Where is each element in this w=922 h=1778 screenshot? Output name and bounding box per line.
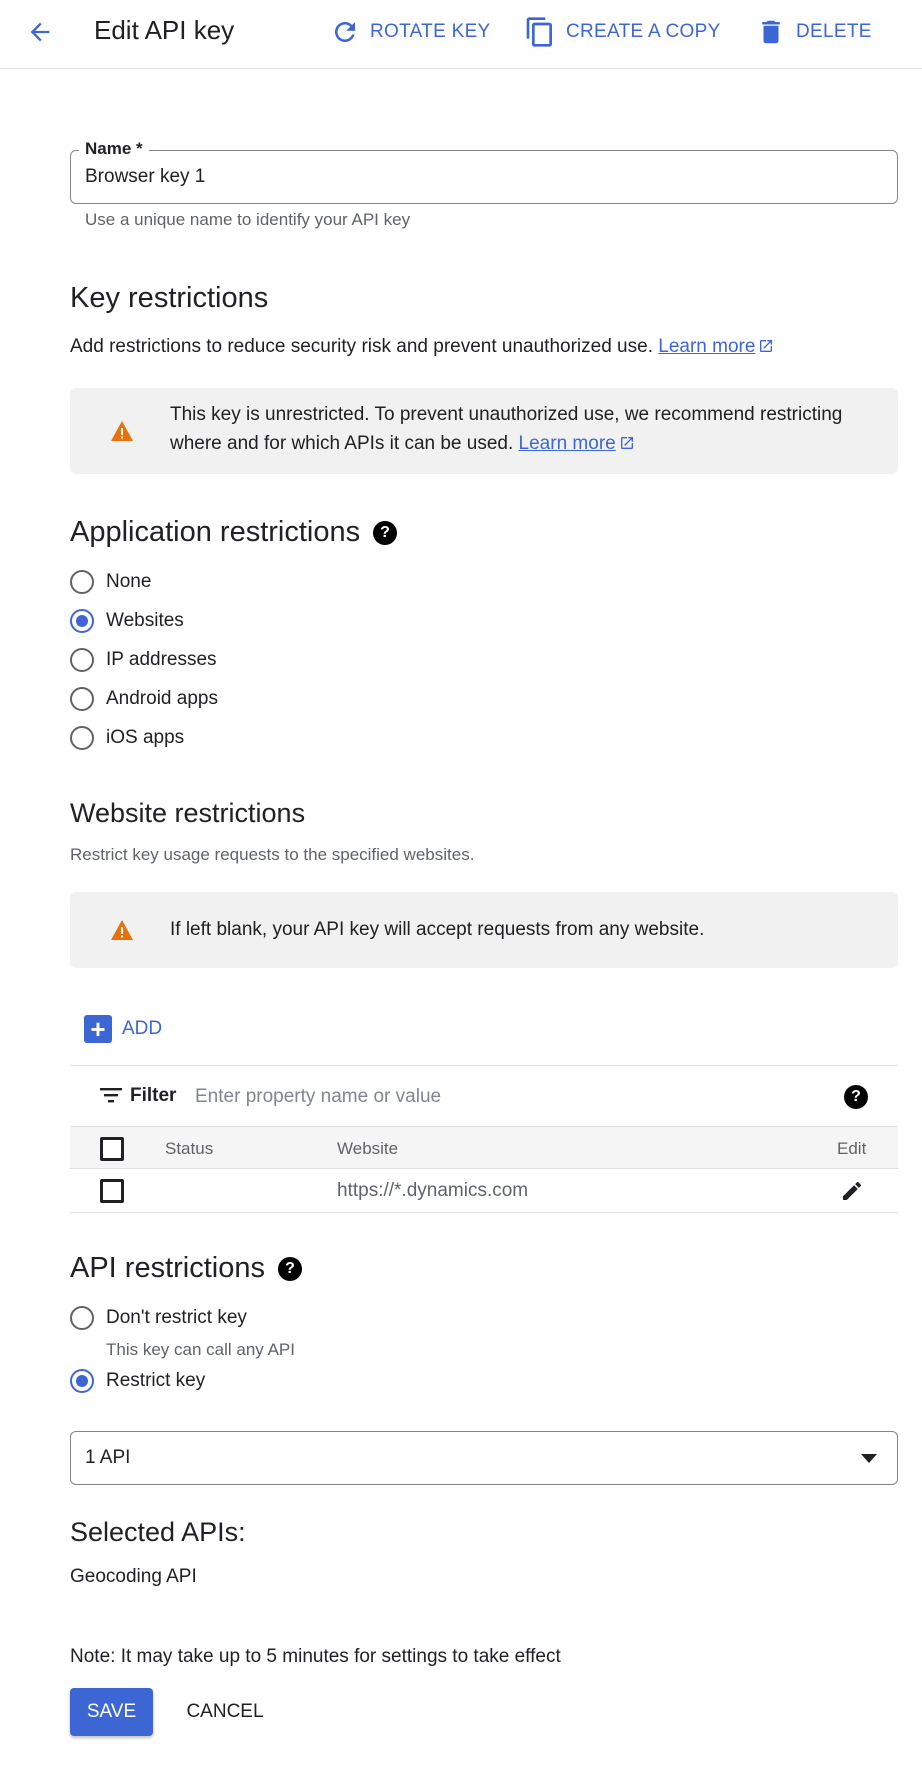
help-icon[interactable]: ? <box>373 521 397 545</box>
table-row <box>70 1169 898 1213</box>
radio-label-none: None <box>106 571 152 592</box>
name-field-hint: Use a unique name to identify your API key <box>85 210 411 229</box>
radio-ios-apps[interactable] <box>70 726 94 750</box>
rotate-key-button[interactable] <box>330 14 491 50</box>
warning-icon <box>110 420 134 442</box>
key-restrictions-description <box>70 336 774 358</box>
radio-sublabel-dont-restrict: This key can call any API <box>106 1340 295 1359</box>
radio-label-android-apps: Android apps <box>106 688 218 709</box>
website-blank-warning-text: If left blank, your API key will accept requests from any website. <box>170 919 705 940</box>
radio-option-dont-restrict[interactable] <box>70 1305 247 1331</box>
radio-label-ip-addresses: IP addresses <box>106 649 217 670</box>
add-website-label: ADD <box>122 1018 163 1039</box>
delete-button[interactable] <box>756 14 872 50</box>
filter-input[interactable] <box>195 1082 795 1112</box>
settings-note: Note: It may take up to 5 minutes for settings to take effect <box>70 1646 561 1667</box>
external-link-icon <box>619 435 635 451</box>
filter-bar <box>70 1065 898 1126</box>
radio-option-android-apps[interactable] <box>70 686 218 712</box>
api-restrictions-heading: API restrictions <box>70 1252 265 1284</box>
column-header-status[interactable]: Status <box>165 1139 214 1158</box>
radio-websites[interactable] <box>70 609 94 633</box>
radio-label-restrict-key: Restrict key <box>106 1370 206 1391</box>
unrestricted-warning-line2-row <box>170 429 842 458</box>
radio-option-ios-apps[interactable] <box>70 725 184 751</box>
radio-option-none[interactable] <box>70 569 151 595</box>
learn-more-label: Learn more <box>658 336 756 357</box>
warning-learn-more-link[interactable]: Learn more <box>518 433 616 454</box>
delete-label: DELETE <box>796 21 872 42</box>
back-button[interactable] <box>24 16 56 48</box>
create-copy-label: CREATE A COPY <box>566 21 721 42</box>
radio-dont-restrict[interactable] <box>70 1306 94 1330</box>
table-header-row <box>70 1126 898 1169</box>
application-restrictions-heading: Application restrictions <box>70 516 361 548</box>
key-restrictions-description-text: Add restrictions to reduce security risk and prevent unauthorized use. <box>70 336 653 357</box>
row-checkbox[interactable] <box>100 1179 124 1203</box>
column-header-website[interactable]: Website <box>337 1139 399 1158</box>
radio-none[interactable] <box>70 570 94 594</box>
unrestricted-warning-line1: This key is unrestricted. To prevent unauthorized use, we recommend restricting <box>170 404 843 425</box>
unrestricted-warning-line2: where and for which APIs it can be used. <box>170 433 514 454</box>
select-all-checkbox[interactable] <box>100 1137 124 1161</box>
back-arrow-icon <box>26 18 54 46</box>
copy-icon <box>524 16 556 48</box>
trash-icon <box>756 17 786 47</box>
rotate-key-label: ROTATE KEY <box>370 21 491 42</box>
radio-option-websites[interactable] <box>70 608 184 634</box>
radio-ip-addresses[interactable] <box>70 648 94 672</box>
add-website-button[interactable] <box>84 1015 162 1043</box>
unrestricted-warning-text <box>170 400 842 458</box>
selected-api-item: Geocoding API <box>70 1566 197 1587</box>
website-restrictions-heading: Website restrictions <box>70 798 306 828</box>
radio-option-ip-addresses[interactable] <box>70 647 217 673</box>
radio-option-restrict-key[interactable] <box>70 1368 205 1394</box>
website-restrictions-description: Restrict key usage requests to the specified websites. <box>70 845 475 864</box>
api-select-value: 1 API <box>85 1447 131 1468</box>
learn-more-link[interactable] <box>658 336 755 357</box>
unrestricted-warning <box>70 388 898 474</box>
cancel-button[interactable]: CANCEL <box>186 1701 264 1722</box>
create-copy-button[interactable] <box>524 14 721 50</box>
column-header-edit: Edit <box>837 1139 867 1158</box>
filter-help-icon[interactable]: ? <box>844 1085 868 1109</box>
radio-label-websites: Websites <box>106 610 184 631</box>
dropdown-arrow-icon <box>861 1454 877 1463</box>
external-link-icon <box>758 338 774 354</box>
website-blank-warning <box>70 892 898 968</box>
warning-icon <box>110 919 134 941</box>
page-title: Edit API key <box>94 15 235 45</box>
row-website: https://*.dynamics.com <box>337 1180 529 1201</box>
radio-android-apps[interactable] <box>70 687 94 711</box>
selected-apis-heading: Selected APIs: <box>70 1517 246 1547</box>
key-restrictions-heading: Key restrictions <box>70 282 269 314</box>
filter-label: Filter <box>130 1085 177 1106</box>
name-field-value[interactable]: Browser key 1 <box>85 166 206 187</box>
save-button[interactable]: SAVE <box>70 1688 153 1736</box>
filter-icon <box>100 1086 122 1104</box>
radio-label-dont-restrict: Don't restrict key <box>106 1307 247 1328</box>
pencil-icon[interactable] <box>840 1179 864 1203</box>
help-icon[interactable]: ? <box>278 1257 302 1281</box>
name-field-label: Name * <box>79 139 149 159</box>
radio-label-ios-apps: iOS apps <box>106 727 185 748</box>
radio-restrict-key[interactable] <box>70 1369 94 1393</box>
name-field[interactable] <box>70 139 898 204</box>
add-icon: + <box>84 1015 112 1043</box>
top-app-bar <box>0 0 922 69</box>
api-select-dropdown[interactable] <box>70 1431 898 1485</box>
refresh-icon <box>330 17 360 47</box>
